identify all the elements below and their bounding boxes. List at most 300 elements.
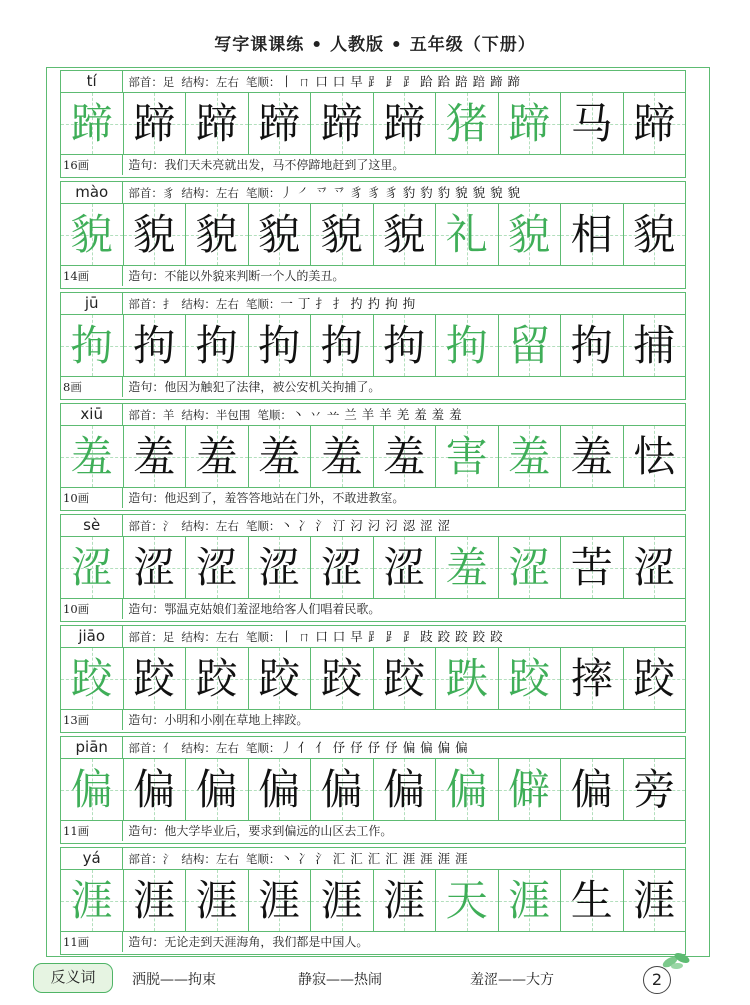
character-entry	[60, 625, 686, 733]
character-entry	[60, 70, 686, 178]
char-glyph: 涩	[70, 543, 113, 592]
char-glyph: 涩	[508, 543, 551, 592]
character-info	[123, 71, 520, 92]
char-cell	[311, 537, 374, 598]
char-glyph: 偏	[570, 765, 613, 814]
stroke-order-sequence: 一 丁 扌 扌 扚 扚 拘 拘	[280, 296, 416, 311]
sentence-value: 我们天未亮就出发，马不停蹄地赶到了这里。	[164, 158, 405, 172]
char-glyph: 貌	[320, 210, 363, 259]
pinyin: mào	[61, 182, 123, 203]
stroke-order-sequence: 丶 冫 氵 汀 汈 汈 汈 涊 涩 涩	[280, 518, 451, 533]
char-cell	[499, 537, 562, 598]
char-glyph: 跌	[445, 654, 488, 703]
char-cell	[499, 426, 562, 487]
char-glyph: 怯	[633, 432, 676, 481]
sentence-row	[61, 488, 685, 508]
char-cell	[186, 315, 249, 376]
stroke-order-label: 笔顺：	[245, 186, 281, 200]
char-cell	[311, 204, 374, 265]
char-glyph: 生	[570, 876, 613, 925]
char-cell	[624, 648, 686, 709]
radical-label: 部首：	[128, 630, 163, 644]
pinyin: jū	[61, 293, 123, 314]
char-cell	[561, 870, 624, 931]
char-glyph: 跤	[133, 654, 176, 703]
character-info	[123, 737, 468, 758]
stroke-order-info	[257, 408, 462, 422]
char-glyph: 马	[570, 99, 613, 148]
example-sentence	[123, 488, 404, 508]
char-cell	[374, 537, 437, 598]
practice-grid-row	[61, 93, 685, 155]
radical-label: 部首：	[128, 408, 163, 422]
char-cell	[186, 204, 249, 265]
radical-value: 亻	[162, 741, 175, 755]
sentence-label: 造句：	[128, 824, 165, 838]
char-cell	[186, 870, 249, 931]
info-row	[61, 515, 685, 537]
char-glyph: 涩	[383, 543, 426, 592]
char-cell	[374, 204, 437, 265]
character-entry	[60, 847, 686, 955]
char-glyph: 偏	[445, 765, 488, 814]
stroke-count: 13画	[61, 710, 123, 730]
radical-label: 部首：	[128, 75, 163, 89]
char-glyph: 跤	[383, 654, 426, 703]
pinyin: jiāo	[61, 626, 123, 647]
practice-grid-row	[61, 870, 685, 932]
char-cell	[124, 426, 187, 487]
stroke-order-info	[246, 519, 451, 533]
practice-grid-row	[61, 315, 685, 377]
sentence-row	[61, 821, 685, 841]
structure-value: 左右	[215, 741, 239, 755]
char-cell	[249, 537, 312, 598]
practice-grid-row	[61, 426, 685, 488]
char-glyph: 涯	[70, 876, 113, 925]
stroke-order-sequence: 丿 ㇒ 乊 乊 豸 豸 豸 豹 豹 豹 貌 貌 貌 貌	[280, 185, 521, 200]
char-glyph: 羞	[70, 432, 113, 481]
stroke-order-sequence: 丶 冫 氵 汇 汇 汇 汇 涯 涯 涯 涯	[280, 851, 469, 866]
char-glyph: 跤	[508, 654, 551, 703]
char-cell	[186, 759, 249, 820]
char-glyph: 涯	[383, 876, 426, 925]
char-cell	[624, 315, 686, 376]
char-cell	[561, 648, 624, 709]
char-glyph: 偏	[70, 765, 113, 814]
model-char-cell	[61, 870, 124, 931]
sentence-row	[61, 155, 685, 175]
stroke-order-info	[246, 297, 416, 311]
character-entry	[60, 292, 686, 400]
model-char-cell	[61, 648, 124, 709]
char-glyph: 貌	[258, 210, 301, 259]
character-info	[123, 404, 462, 425]
radical-value: 羊	[162, 408, 175, 422]
char-glyph: 涯	[633, 876, 676, 925]
antonym-pair: 洒脱——拘束	[132, 972, 216, 988]
stroke-order-sequence: 丶 丷 䒑 兰 羊 羊 羌 羞 羞 羞	[291, 407, 463, 422]
char-glyph: 貌	[195, 210, 238, 259]
structure-info	[181, 630, 239, 644]
stroke-count: 16画	[61, 155, 123, 175]
char-cell	[311, 870, 374, 931]
radical-label: 部首：	[128, 852, 163, 866]
char-cell	[311, 648, 374, 709]
char-glyph: 僻	[508, 765, 551, 814]
practice-grid-row	[61, 204, 685, 266]
char-cell	[374, 426, 437, 487]
char-cell	[499, 759, 562, 820]
char-cell	[436, 870, 499, 931]
char-cell	[561, 537, 624, 598]
char-cell	[124, 759, 187, 820]
structure-label: 结构：	[181, 297, 216, 311]
char-glyph: 涩	[320, 543, 363, 592]
practice-grid-row	[61, 537, 685, 599]
model-char-cell	[61, 315, 124, 376]
structure-value: 左右	[215, 630, 239, 644]
character-info	[123, 182, 520, 203]
char-glyph: 涩	[633, 543, 676, 592]
antonym-pair: 静寂——热闹	[298, 972, 382, 988]
char-glyph: 旁	[633, 765, 676, 814]
radical-label: 部首：	[128, 741, 163, 755]
example-sentence	[123, 932, 368, 952]
radical-info	[128, 741, 174, 755]
example-sentence	[123, 266, 344, 286]
practice-grid-row	[61, 648, 685, 710]
char-cell	[311, 93, 374, 154]
sentence-value: 他大学毕业后，要求到偏远的山区去工作。	[164, 824, 393, 838]
char-glyph: 貌	[383, 210, 426, 259]
stroke-order-info	[246, 75, 521, 89]
char-cell	[124, 648, 187, 709]
char-glyph: 羞	[258, 432, 301, 481]
pinyin: tí	[61, 71, 123, 92]
char-glyph: 拘	[195, 321, 238, 370]
sentence-label: 造句：	[128, 713, 165, 727]
char-cell	[436, 648, 499, 709]
model-char-cell	[61, 759, 124, 820]
radical-info	[128, 630, 174, 644]
model-char-cell	[61, 426, 124, 487]
char-glyph: 涯	[133, 876, 176, 925]
sentence-value: 不能以外貌来判断一个人的美丑。	[164, 269, 345, 283]
structure-info	[181, 75, 239, 89]
char-glyph: 涯	[508, 876, 551, 925]
structure-value: 左右	[215, 519, 239, 533]
char-glyph: 捕	[633, 321, 676, 370]
char-glyph: 拘	[320, 321, 363, 370]
sentence-label: 造句：	[128, 269, 165, 283]
char-glyph: 猪	[445, 99, 488, 148]
char-glyph: 相	[570, 210, 613, 259]
char-glyph: 拘	[70, 321, 113, 370]
pinyin: piān	[61, 737, 123, 758]
char-glyph: 礼	[445, 210, 488, 259]
char-cell	[374, 315, 437, 376]
structure-label: 结构：	[181, 741, 216, 755]
char-cell	[249, 426, 312, 487]
char-glyph: 涩	[258, 543, 301, 592]
pinyin: xiū	[61, 404, 123, 425]
structure-value: 左右	[215, 75, 239, 89]
char-cell	[249, 648, 312, 709]
radical-info	[128, 186, 174, 200]
char-cell	[561, 759, 624, 820]
char-glyph: 蹄	[70, 99, 113, 148]
char-glyph: 蹄	[258, 99, 301, 148]
page-title: 写字课课练 • 人教版 • 五年级（下册）	[214, 35, 536, 55]
radical-label: 部首：	[128, 186, 163, 200]
char-glyph: 蹄	[508, 99, 551, 148]
char-glyph: 貌	[508, 210, 551, 259]
structure-info	[181, 297, 239, 311]
info-row	[61, 404, 685, 426]
char-cell	[186, 648, 249, 709]
stroke-count: 11画	[61, 932, 123, 952]
char-cell	[499, 315, 562, 376]
structure-value: 左右	[215, 852, 239, 866]
structure-label: 结构：	[181, 186, 216, 200]
stroke-order-label: 笔顺：	[245, 519, 281, 533]
structure-label: 结构：	[181, 630, 216, 644]
structure-value: 左右	[215, 297, 239, 311]
stroke-order-label: 笔顺：	[245, 630, 281, 644]
char-glyph: 羞	[383, 432, 426, 481]
char-glyph: 涩	[195, 543, 238, 592]
stroke-order-sequence: 丨 ㄇ 口 口 早 ⻊ ⻊ ⻊ 跂 跤 跤 跤 跤	[280, 629, 504, 644]
character-entry	[60, 514, 686, 622]
info-row	[61, 737, 685, 759]
char-cell	[561, 93, 624, 154]
radical-info	[128, 852, 174, 866]
example-sentence	[123, 821, 392, 841]
char-glyph: 留	[508, 321, 551, 370]
model-char-cell	[61, 537, 124, 598]
char-glyph: 貌	[633, 210, 676, 259]
radical-value: 足	[162, 630, 175, 644]
radical-value: 氵	[162, 852, 175, 866]
char-cell	[311, 315, 374, 376]
char-cell	[499, 870, 562, 931]
char-cell	[249, 759, 312, 820]
char-cell	[124, 315, 187, 376]
stroke-order-sequence: 丿 亻 亻 伃 伃 伃 伃 偏 偏 偏 偏	[280, 740, 469, 755]
char-glyph: 涯	[320, 876, 363, 925]
char-glyph: 蹄	[133, 99, 176, 148]
radical-info	[128, 75, 174, 89]
info-row	[61, 71, 685, 93]
char-cell	[436, 759, 499, 820]
character-info	[123, 848, 468, 869]
character-entry	[60, 736, 686, 844]
char-glyph: 偏	[195, 765, 238, 814]
char-glyph: 跤	[633, 654, 676, 703]
char-glyph: 涯	[258, 876, 301, 925]
structure-info	[181, 408, 250, 422]
char-cell	[436, 204, 499, 265]
example-sentence	[123, 710, 308, 730]
char-glyph: 羞	[320, 432, 363, 481]
char-glyph: 拘	[383, 321, 426, 370]
char-glyph: 跤	[195, 654, 238, 703]
char-glyph: 天	[445, 876, 488, 925]
char-cell	[561, 204, 624, 265]
char-cell	[436, 315, 499, 376]
stroke-order-label: 笔顺：	[245, 297, 281, 311]
char-cell	[436, 93, 499, 154]
char-cell	[624, 204, 686, 265]
stroke-order-label: 笔顺：	[245, 741, 281, 755]
model-char-cell	[61, 204, 124, 265]
char-cell	[374, 648, 437, 709]
char-glyph: 苦	[570, 543, 613, 592]
char-glyph: 跤	[258, 654, 301, 703]
char-glyph: 貌	[70, 210, 113, 259]
char-glyph: 摔	[570, 654, 613, 703]
char-cell	[624, 759, 686, 820]
sentence-value: 小明和小刚在草地上摔跤。	[164, 713, 309, 727]
char-cell	[311, 759, 374, 820]
stroke-order-sequence: 丨 ㄇ 口 口 早 ⻊ ⻊ ⻊ 跲 跲 踣 踣 蹄 蹄	[280, 74, 521, 89]
pinyin: yá	[61, 848, 123, 869]
structure-info	[181, 186, 239, 200]
character-entry	[60, 403, 686, 511]
radical-value: 足	[162, 75, 175, 89]
char-cell	[124, 204, 187, 265]
structure-label: 结构：	[181, 519, 216, 533]
sentence-value: 鄂温克姑娘们羞涩地给客人们唱着民歌。	[164, 602, 381, 616]
char-glyph: 羞	[445, 543, 488, 592]
char-glyph: 貌	[133, 210, 176, 259]
example-sentence	[123, 599, 380, 619]
char-glyph: 跤	[70, 654, 113, 703]
char-cell	[311, 426, 374, 487]
sentence-label: 造句：	[128, 602, 165, 616]
char-cell	[249, 204, 312, 265]
radical-label: 部首：	[128, 297, 163, 311]
radical-value: 氵	[162, 519, 175, 533]
stroke-count: 8画	[61, 377, 123, 397]
stroke-count: 11画	[61, 821, 123, 841]
sentence-value: 他迟到了，羞答答地站在门外，不敢进教室。	[164, 491, 405, 505]
antonym-label: 反义词	[33, 963, 113, 993]
structure-label: 结构：	[181, 75, 216, 89]
char-cell	[499, 204, 562, 265]
info-row	[61, 182, 685, 204]
char-cell	[624, 537, 686, 598]
char-cell	[561, 426, 624, 487]
char-cell	[186, 426, 249, 487]
sentence-row	[61, 377, 685, 397]
char-glyph: 偏	[320, 765, 363, 814]
stroke-order-info	[246, 186, 521, 200]
info-row	[61, 626, 685, 648]
stroke-count: 14画	[61, 266, 123, 286]
example-sentence	[123, 377, 380, 397]
sentence-label: 造句：	[128, 158, 165, 172]
char-cell	[124, 537, 187, 598]
char-glyph: 涯	[195, 876, 238, 925]
char-glyph: 拘	[445, 321, 488, 370]
radical-value: 豸	[162, 186, 175, 200]
char-glyph: 偏	[383, 765, 426, 814]
stroke-order-info	[246, 741, 468, 755]
sentence-row	[61, 599, 685, 619]
char-glyph: 蹄	[383, 99, 426, 148]
character-info	[123, 515, 450, 536]
char-glyph: 涩	[133, 543, 176, 592]
radical-info	[128, 408, 174, 422]
info-row	[61, 293, 685, 315]
stroke-order-info	[246, 630, 503, 644]
character-info	[123, 626, 503, 647]
char-glyph: 羞	[195, 432, 238, 481]
stroke-order-label: 笔顺：	[245, 852, 281, 866]
sentence-value: 无论走到天涯海角，我们都是中国人。	[164, 935, 369, 949]
pinyin: sè	[61, 515, 123, 536]
char-cell	[624, 93, 686, 154]
stroke-order-label: 笔顺：	[245, 75, 281, 89]
stroke-order-info	[246, 852, 468, 866]
char-glyph: 拘	[258, 321, 301, 370]
info-row	[61, 848, 685, 870]
char-cell	[561, 315, 624, 376]
char-cell	[249, 870, 312, 931]
char-glyph: 拘	[570, 321, 613, 370]
example-sentence	[123, 155, 404, 175]
char-cell	[499, 93, 562, 154]
radical-value: 扌	[162, 297, 175, 311]
sentence-label: 造句：	[128, 491, 165, 505]
char-cell	[624, 426, 686, 487]
radical-label: 部首：	[128, 519, 163, 533]
char-glyph: 羞	[570, 432, 613, 481]
char-glyph: 偏	[258, 765, 301, 814]
model-char-cell	[61, 93, 124, 154]
radical-info	[128, 297, 174, 311]
character-entry	[60, 181, 686, 289]
sentence-row	[61, 266, 685, 286]
sentence-value: 他因为触犯了法律，被公安机关拘捕了。	[164, 380, 381, 394]
structure-label: 结构：	[181, 408, 216, 422]
structure-info	[181, 519, 239, 533]
antonym-pair: 羞涩——大方	[470, 972, 554, 988]
radical-info	[128, 519, 174, 533]
stroke-count: 10画	[61, 488, 123, 508]
char-glyph: 蹄	[320, 99, 363, 148]
char-cell	[374, 759, 437, 820]
structure-info	[181, 852, 239, 866]
char-cell	[124, 93, 187, 154]
char-glyph: 跤	[320, 654, 363, 703]
char-cell	[374, 870, 437, 931]
structure-label: 结构：	[181, 852, 216, 866]
char-glyph: 害	[445, 432, 488, 481]
practice-grid-row	[61, 759, 685, 821]
structure-value: 左右	[215, 186, 239, 200]
char-glyph: 偏	[133, 765, 176, 814]
char-glyph: 羞	[508, 432, 551, 481]
char-cell	[374, 93, 437, 154]
char-glyph: 蹄	[195, 99, 238, 148]
page-number: 2	[643, 966, 671, 994]
char-glyph: 羞	[133, 432, 176, 481]
structure-info	[181, 741, 239, 755]
char-cell	[186, 93, 249, 154]
